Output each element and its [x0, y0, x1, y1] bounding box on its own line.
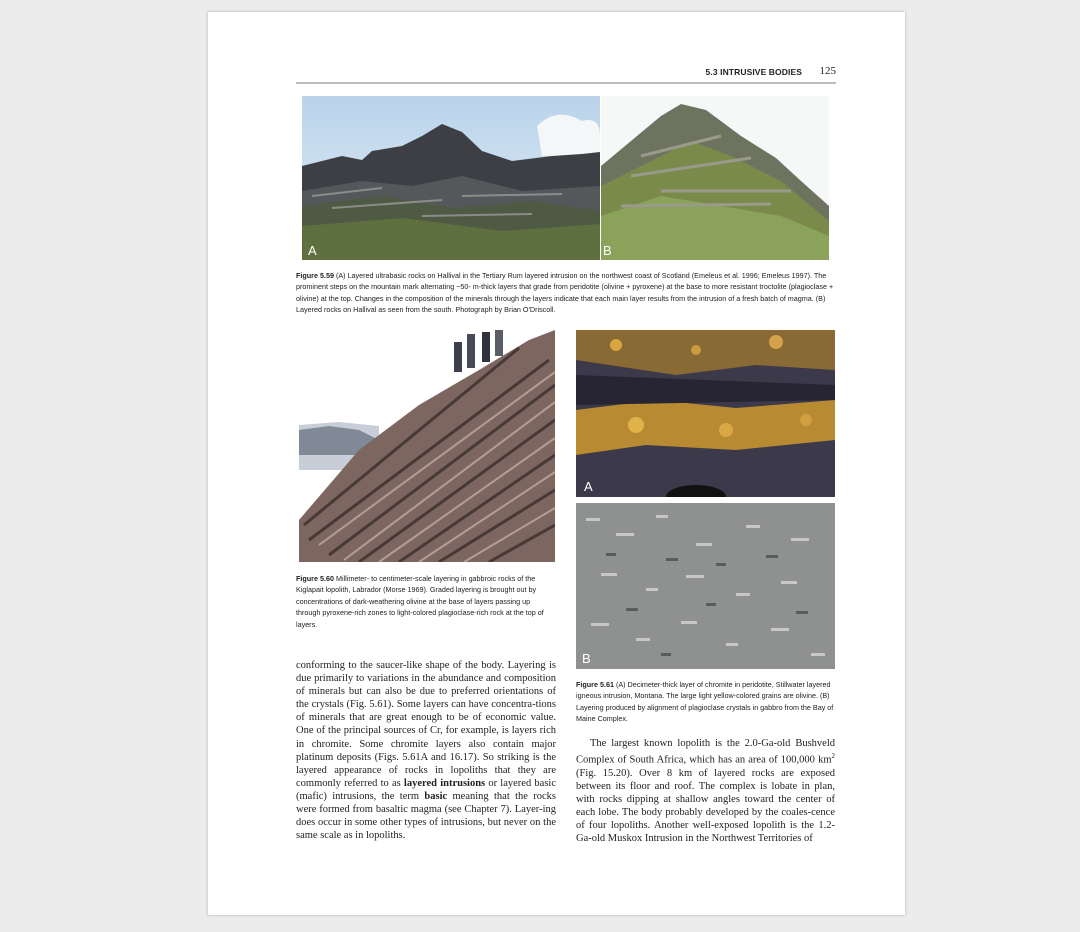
page-number: 125 [819, 65, 836, 77]
section-title: 5.3 INTRUSIVE BODIES [705, 67, 802, 77]
figure-5-59a-label: A [308, 243, 317, 258]
figure-5-59-caption-label: Figure 5.59 [296, 271, 334, 280]
figure-5-61a-label: A [584, 479, 593, 494]
paragraph-bushveld: The largest known lopolith is the 2.0-Ga-old Bushveld Complex of South Africa, which has an area of 100,000 $km^2$ (Fig. 15.20). Over 8 km of layered rocks are exposed between its floor and roof. The complex is lobate in plan, with rocks dipping at shallow angles toward the center of each lobe. The body probably developed by the coales-cence of four lopoliths. Another well-exposed lopolith is the 1.2-Ga-old Muskox Intrusion in the Northwest Territories of [576, 738, 835, 845]
book-page [208, 12, 905, 915]
term-layered-intrusions: layered intrusions [403, 777, 486, 789]
running-header [296, 65, 836, 81]
figure-5-61a-photo [576, 330, 835, 497]
body-text-right [576, 737, 835, 845]
figure-5-61b-photo [576, 503, 835, 669]
figure-5-60-caption-label: Figure 5.60 [296, 574, 334, 583]
figure-5-59a-photo [302, 96, 600, 260]
term-basic: basic [424, 790, 448, 802]
body-text-left [296, 659, 556, 842]
figure-5-59b-label: B [603, 243, 612, 258]
figure-5-59-caption [296, 270, 836, 316]
figure-5-60-photo [299, 330, 555, 562]
figure-5-59-caption-text: (A) Layered ultrabasic rocks on Hallival in the Tertiary Rum layered intrusion on the northwest coast of Scotland (Emeleus et al. 1996; Emeleus 1997). The prominent steps on the mountain mark alternating ~50- m-thick layers that grade from peridotite (olivine + pyroxene) at the base to more resistant troctolite (plagioclase + olivine) at the top. Changes in the composition of the minerals through the layers indicate that each main layer results from the intrusion of a fresh batch of magma. (B) Layered rocks on Hallival as seen from the south. Photograph by Brian O'Driscoll. [296, 271, 834, 315]
figure-5-60-caption-text: Millimeter- to centimeter-scale layering in gabbroic rocks of the Kiglapait lopolith, Labrador (Morse 1969). Graded layering is brought out by concentrations of dark-weathering olivine at the base of layers passing up through pyroxene-rich zones to light-colored plagioclase-rich rock at the top of layers. [296, 574, 544, 629]
figure-5-61-caption-text: (A) Decimeter-thick layer of chromite in peridotite, Stillwater layered igneous intrusion, Montana. The large light yellow-colored grains are olivine. (B) Layering produced by alignment of plagioclase crystals in gabbro from the Bay of Maine Complex. [576, 680, 834, 724]
figure-5-60-caption [296, 573, 554, 630]
figure-5-61-caption [576, 679, 835, 725]
figure-5-61b-label: B [582, 651, 591, 666]
paragraph-layering: conforming to the saucer-like shape of the body. Layering is due primarily to variations in the abundance and composition of minerals but can also be due to preferred orientations of the crystals (Fig. 5.61). Some layers can have concentra-tions of minerals that are great enough to be of economic value. One of the principal sources of Cr, for example, is layers rich in chromite. Some chromite layers also contain major platinum deposits (Figs. 5.61A and 16.17). So striking is the layered appearance of rocks in lopoliths that they are commonly referred to as layered intrusions or layered basic (mafic) intrusions, the term basic meaning that the rocks were formed from basaltic magma (see Chapter 7). Layer-ing does occur in some other types of intrusions, but never on the same scale as in lopoliths. [296, 660, 556, 842]
header-rule [296, 82, 836, 84]
figure-5-59b-photo [601, 96, 829, 260]
figure-5-61-caption-label: Figure 5.61 [576, 680, 614, 689]
